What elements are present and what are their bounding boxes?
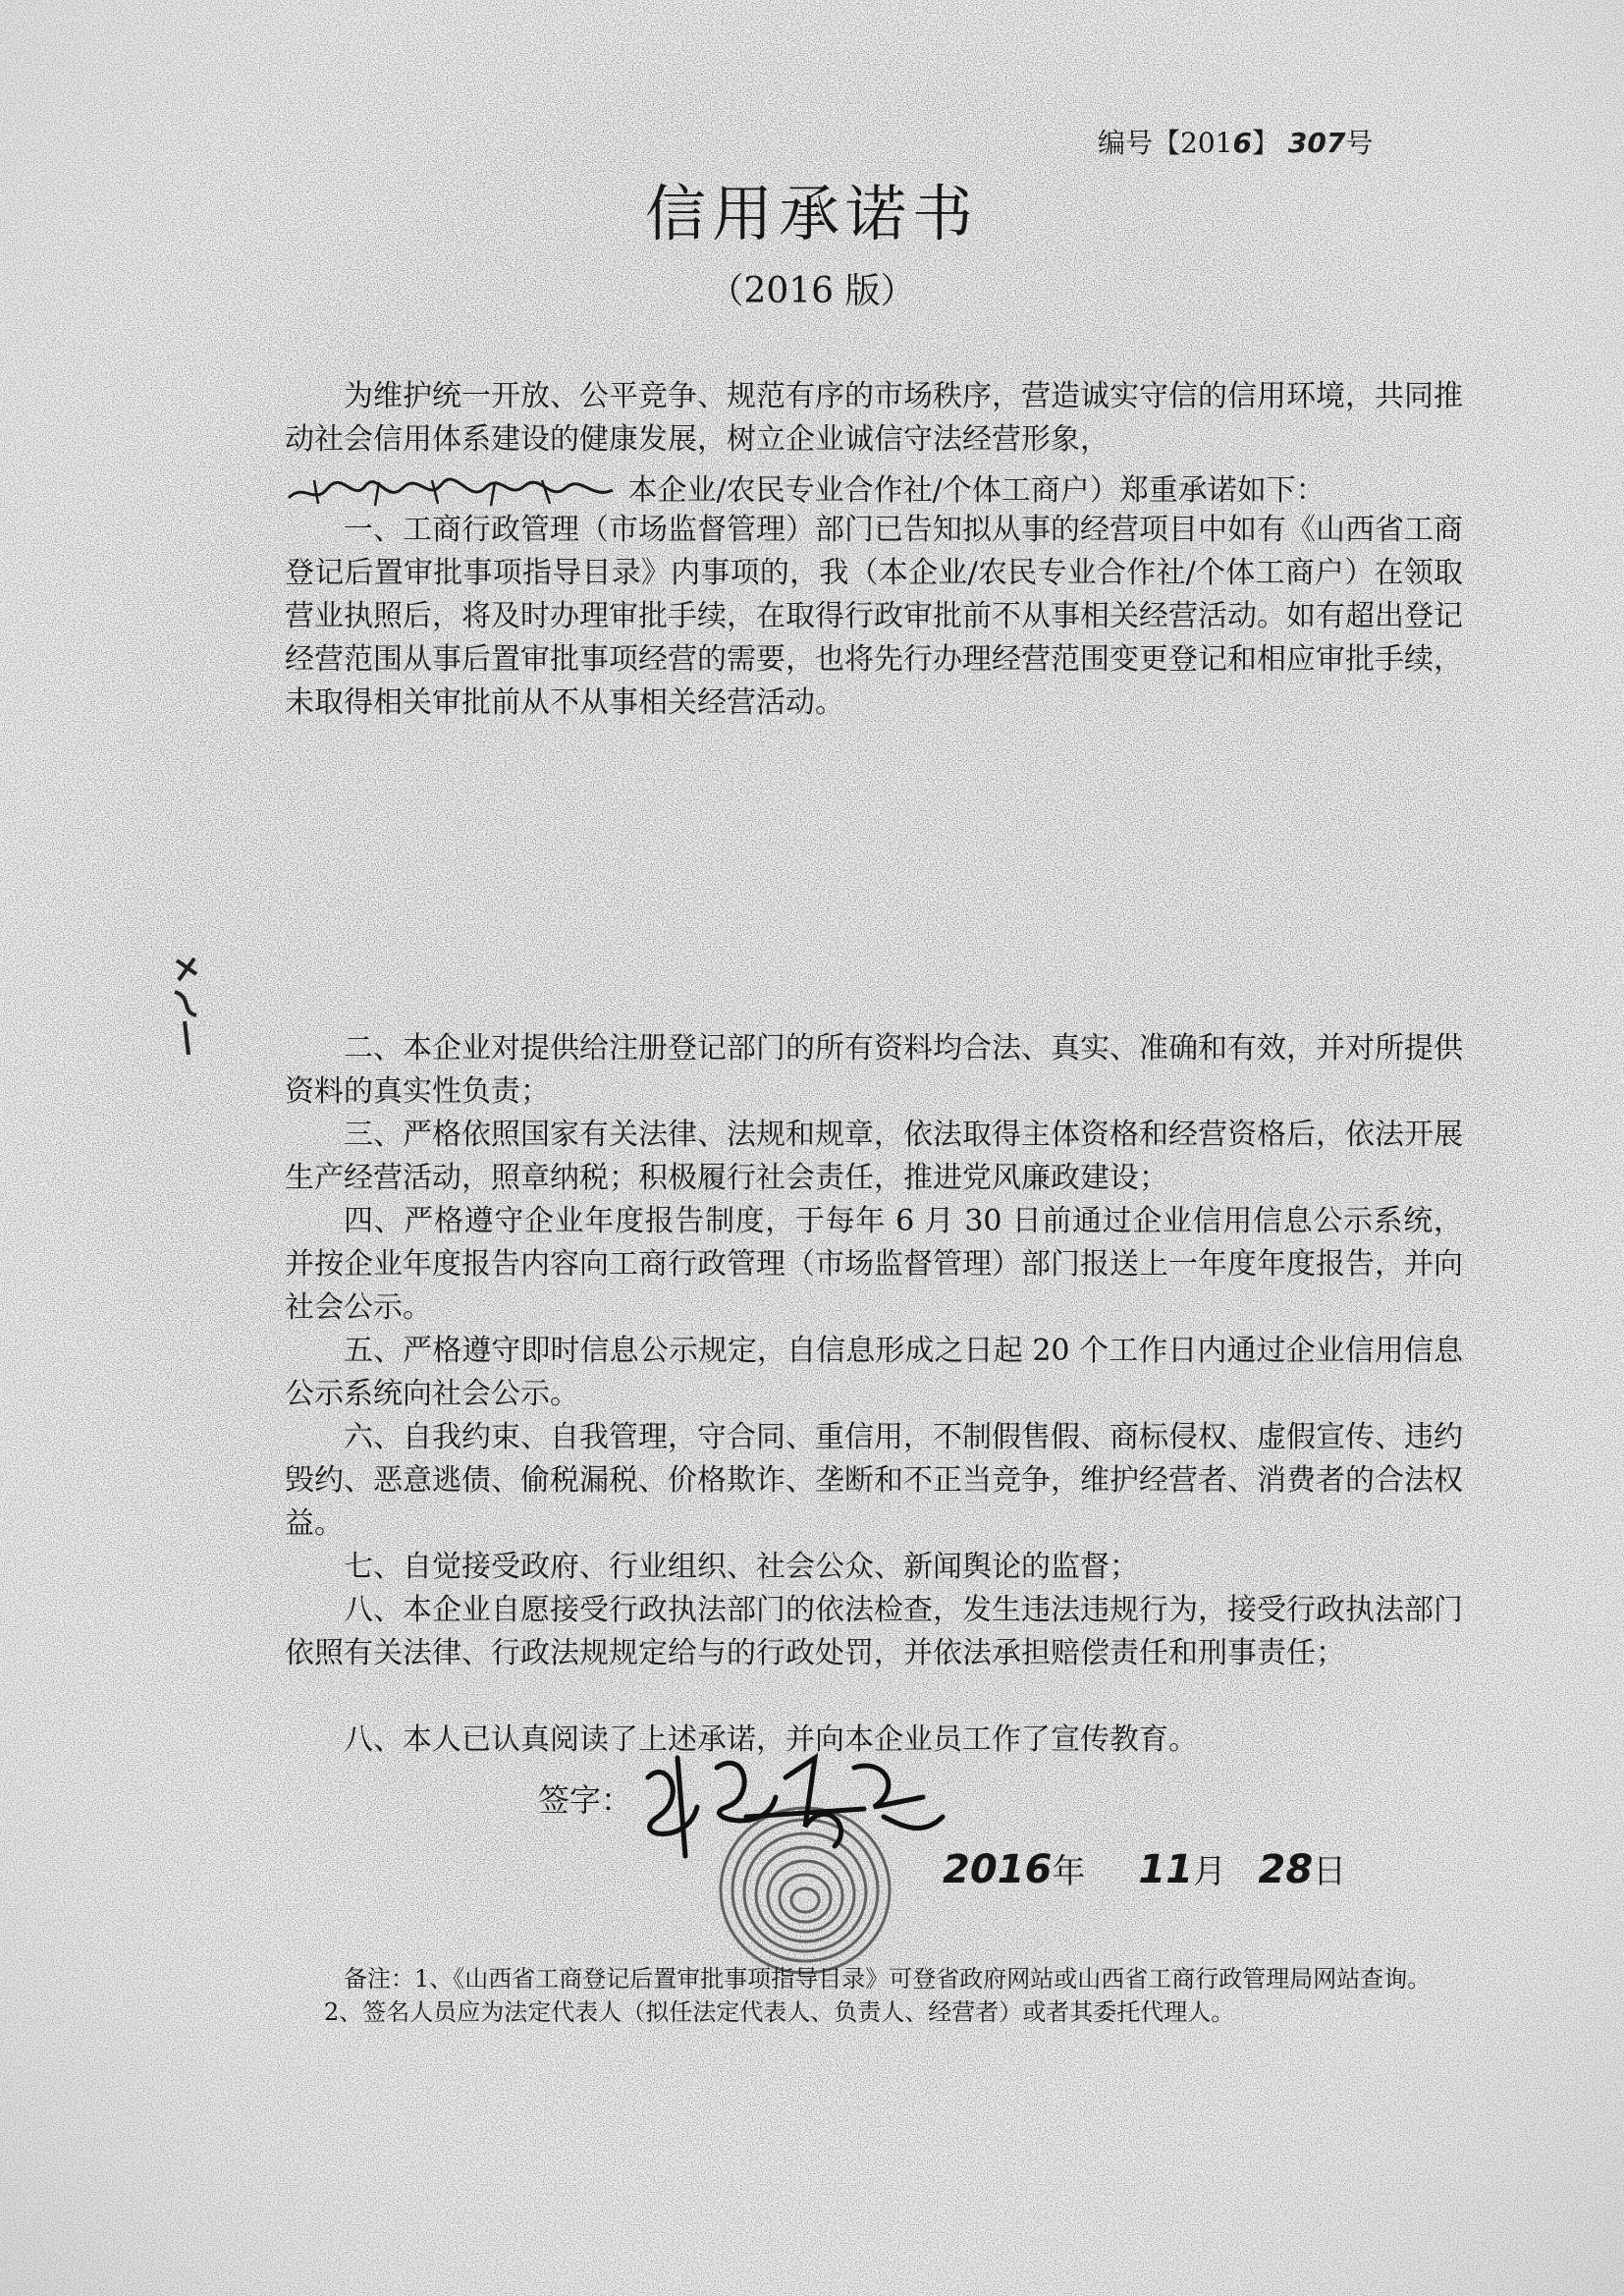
commitment-item-5: 五、严格遵守即时信息公示规定，自信息形成之日起 20 个工作日内通过企业信用信息公示系统向社会公示。 [285, 1334, 1463, 1411]
commitment-item-9: 八、本人已认真阅读了上述承诺，并向本企业员工作了宣传教育。 [344, 1722, 1198, 1757]
document-title: 信用承诺书 [644, 178, 979, 249]
footnote-1: 备注：1、《山西省工商登记后置审批事项指导目录》可登省政府网站或山西省工商行政管理局网站查询。 [344, 1965, 1432, 1993]
doc-number-mid: 】 [1251, 127, 1279, 159]
footnote-2: 2、签名人员应为法定代表人（拟任法定代表人、负责人、经营者）或者其委托代理人。 [324, 1998, 1235, 2026]
party-line-text: 本企业/农民专业合作社/个体工商户）郑重承诺如下： [627, 473, 1326, 508]
commitment-item-2: 二、本企业对提供给注册登记部门的所有资料均合法、真实、准确和有效，并对所提供资料的真实性负责； [285, 1031, 1463, 1109]
date-month-unit: 月 [1193, 1852, 1227, 1891]
date-year-unit: 年 [1052, 1852, 1086, 1891]
commitment-item-1: 一、工商行政管理（市场监督管理）部门已告知拟从事的经营项目中如有《山西省工商登记后置审批事项指导目录》内事项的，我（本企业/农民专业合作社/个体工商户）在领取营业执照后，将及时办理审批手续，在取得行政审批前不从事相关经营活动。如有超出登记经营范围从事后置审批事项经营的需要，也将先行办理经营范围变更登记和相应审批手续，未取得相关审批前从不从事相关经营活动。 [285, 513, 1463, 720]
date-day-unit: 日 [1313, 1852, 1347, 1891]
signature-label: 签字： [538, 1781, 633, 1819]
date-year: 2016 [943, 1847, 1053, 1892]
commitment-item-3: 三、严格依照国家有关法律、法规和规章，依法取得主体资格和经营资格后，依法开展生产经营活动，照章纳税；积极履行社会责任，推进党风廉政建设； [285, 1118, 1463, 1195]
commitment-item-6: 六、自我约束、自我管理，守合同、重信用，不制假售假、商标侵权、虚假宣传、违约毁约、恶意逃债、偷税漏税、价格欺诈、垄断和不正当竞争，维护经营者、消费者的合法权益。 [285, 1420, 1463, 1541]
footnotes [285, 1962, 1463, 2029]
preamble-paragraph: 为维护统一开放、公平竞争、规范有序的市场秩序，营造诚实守信的信用环境，共同推动社会信用体系建设的健康发展，树立企业诚信守法经营形象， [285, 379, 1463, 457]
document-number [1098, 122, 1373, 161]
doc-number-prefix: 编号【201 [1098, 127, 1233, 159]
commitment-item-8: 八、本企业自愿接受行政执法部门的依法检查，发生违法违规行为，接受行政执法部门依照有关法律、行政法规规定给与的行政处罚，并依法承担赔偿责任和刑事责任； [285, 1593, 1463, 1670]
signature-date [943, 1844, 1346, 1892]
handwritten-company-name [285, 476, 619, 508]
margin-scribble [167, 953, 206, 1061]
date-day: 28 [1258, 1847, 1314, 1892]
date-month: 11 [1138, 1847, 1194, 1892]
doc-number-year: 6 [1232, 127, 1252, 159]
commitment-item-7: 七、自觉接受政府、行业组织、社会公众、新闻舆论的监督； [344, 1550, 1139, 1584]
document-edition: （2016 版） [708, 271, 916, 311]
party-line [285, 465, 1326, 509]
commitment-item-4: 四、严格遵守企业年度报告制度，于每年 6 月 30 日前通过企业信用信息公示系统，并按企业年度报告内容向工商行政管理（市场监督管理）部门报送上一年度年度报告，并向社会公示。 [285, 1204, 1463, 1325]
doc-number-suffix: 号 [1345, 127, 1374, 159]
handwritten-signature [628, 1738, 952, 1876]
doc-number-serial: 307 [1287, 127, 1346, 159]
